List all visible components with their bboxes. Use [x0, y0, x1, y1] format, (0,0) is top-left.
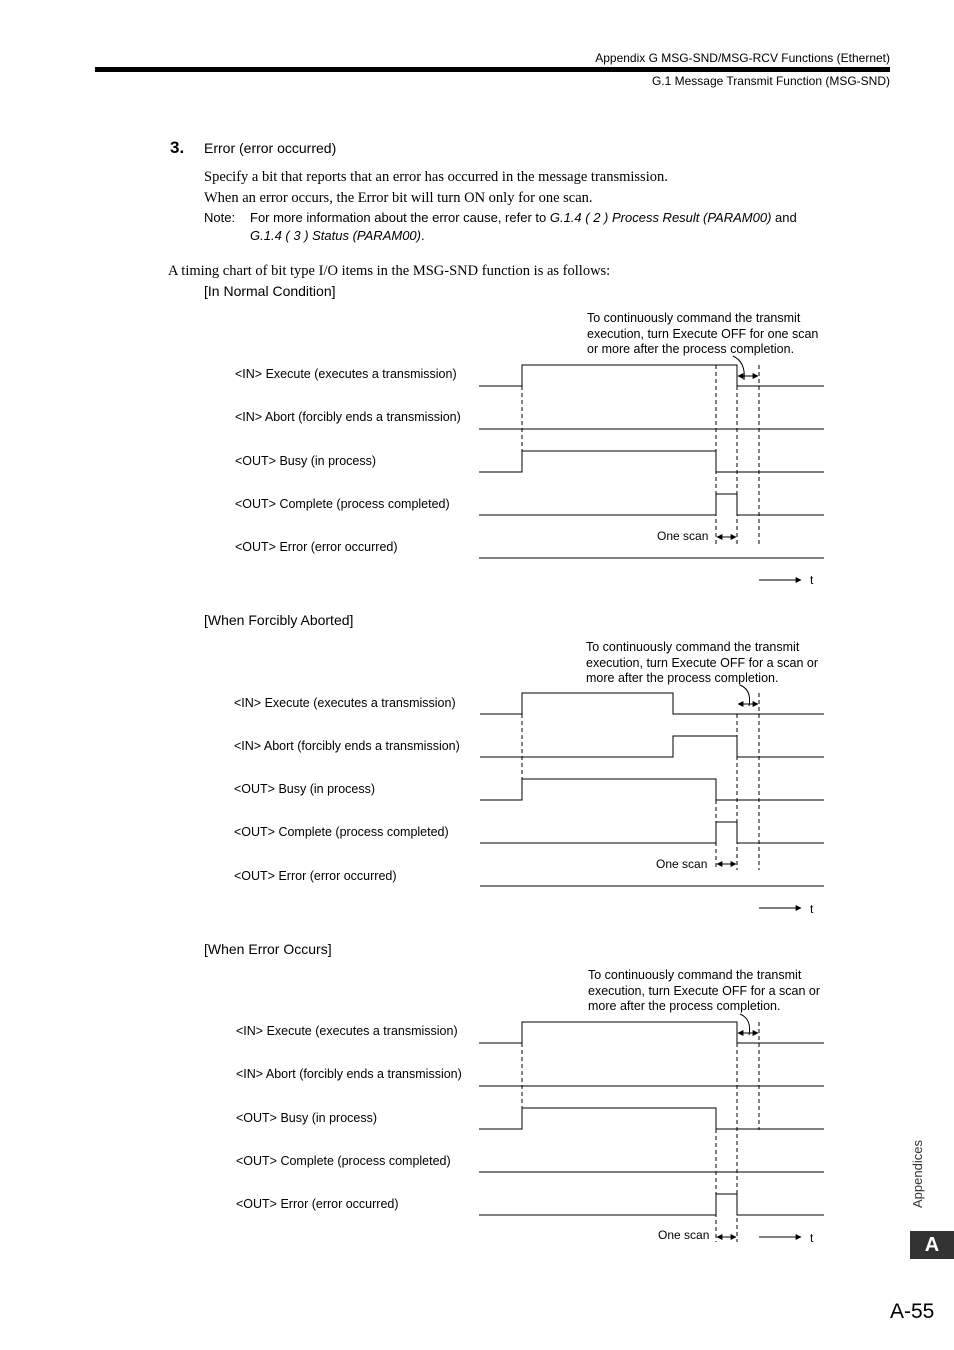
signal-label: <OUT> Error (error occurred) — [234, 869, 397, 883]
header-chapter-title: Appendix G MSG-SND/MSG-RCV Functions (Ethernet) — [595, 51, 890, 65]
signal-label: <IN> Abort (forcibly ends a transmission) — [236, 1067, 462, 1081]
signal-label: <OUT> Complete (process completed) — [235, 497, 450, 511]
chart-annotation: To continuously command the transmit execution, turn Execute OFF for one scan or more after the process completion. — [587, 311, 819, 356]
signal-label: <OUT> Complete (process completed) — [236, 1154, 451, 1168]
busy-waveform — [479, 1108, 824, 1129]
intro-text: A timing chart of bit type I/O items in the MSG-SND function is as follows: — [168, 263, 611, 279]
busy-waveform — [480, 779, 824, 800]
complete-waveform — [480, 822, 824, 843]
note-text: and — [771, 210, 797, 225]
one-scan-label: One scan — [658, 1228, 710, 1242]
annotation-leader — [740, 685, 750, 706]
abort-waveform — [480, 736, 824, 757]
step-title: Error (error occurred) — [204, 140, 337, 156]
timing-chart-error — [479, 1014, 824, 1242]
timing-chart-abort — [480, 685, 824, 908]
error-waveform — [479, 1194, 824, 1215]
signal-label: <IN> Abort (forcibly ends a transmission) — [234, 739, 460, 753]
signal-label: <OUT> Busy (in process) — [235, 454, 377, 468]
side-section-label: Appendices — [910, 1140, 925, 1208]
execute-waveform — [480, 693, 824, 714]
signal-label: <OUT> Error (error occurred) — [235, 540, 398, 554]
step-number: 3. — [170, 138, 185, 157]
one-scan-label: One scan — [656, 857, 708, 871]
time-axis-label: t — [810, 1231, 814, 1245]
signal-label: <IN> Execute (executes a transmission) — [235, 367, 457, 381]
note-label: Note: — [204, 210, 236, 225]
time-axis-label: t — [810, 573, 814, 587]
time-axis-label: t — [810, 902, 814, 916]
signal-label: <OUT> Busy (in process) — [234, 782, 376, 796]
chart-title: [In Normal Condition] — [204, 283, 336, 299]
complete-waveform — [479, 494, 824, 515]
signal-label: <IN> Execute (executes a transmission) — [234, 696, 456, 710]
chart-title: [When Forcibly Aborted] — [204, 612, 354, 628]
signal-label: <IN> Abort (forcibly ends a transmission) — [235, 410, 461, 424]
signal-label: <OUT> Complete (process completed) — [234, 825, 449, 839]
chart-annotation: To continuously command the transmit execution, turn Execute OFF for a scan or more after the process completion. — [588, 968, 821, 1013]
busy-waveform — [479, 451, 824, 472]
note-ref-link[interactable]: G.1.4 ( 3 ) Status (PARAM00) — [250, 228, 421, 243]
chart-annotation: To continuously command the transmit execution, turn Execute OFF for a scan or more after the process completion. — [586, 640, 819, 685]
header-section-title: G.1 Message Transmit Function (MSG-SND) — [651, 74, 890, 88]
annotation-leader — [740, 1014, 750, 1035]
signal-label: <OUT> Error (error occurred) — [236, 1197, 399, 1211]
paragraph: Specify a bit that reports that an error has occurred in the message transmission. — [204, 169, 668, 185]
one-scan-label: One scan — [657, 529, 709, 543]
note-text: . — [420, 228, 425, 243]
appendix-tab[interactable] — [910, 1231, 954, 1259]
page-number: A-55 — [890, 1300, 935, 1323]
paragraph: When an error occurs, the Error bit will turn ON only for one scan. — [204, 190, 593, 206]
note-ref-link[interactable]: G.1.4 ( 2 ) Process Result (PARAM00) — [549, 210, 772, 225]
note-text: For more information about the error cause, refer to — [250, 210, 550, 225]
execute-waveform — [479, 1022, 824, 1043]
chart-title: [When Error Occurs] — [204, 941, 332, 957]
timing-chart-normal — [479, 356, 824, 580]
signal-label: <IN> Execute (executes a transmission) — [236, 1024, 458, 1038]
execute-waveform — [479, 365, 824, 386]
signal-label: <OUT> Busy (in process) — [236, 1111, 378, 1125]
appendix-tab-label: A — [924, 1234, 940, 1256]
